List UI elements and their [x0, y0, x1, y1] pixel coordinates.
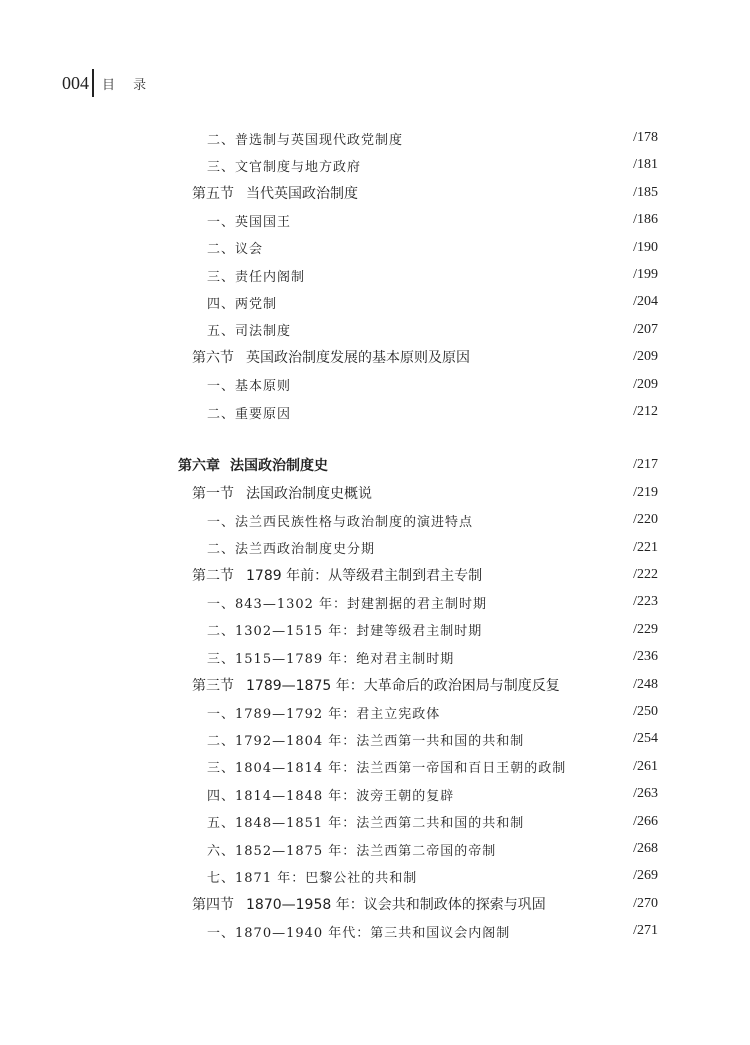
toc-entry-text: 二、1302—1515 年：封建等级君主制时期: [207, 624, 483, 640]
toc-item[interactable]: [0, 236, 750, 260]
toc-page-number: /207: [633, 321, 658, 337]
toc-page-number: /254: [633, 731, 658, 747]
toc-entry-title: [207, 511, 473, 530]
toc-entry-title: [207, 785, 454, 804]
toc-page-number: /266: [633, 813, 658, 829]
toc-entry-text: 一、英国国王: [207, 214, 292, 230]
toc-entry-title: [207, 730, 524, 749]
page-number: 004: [62, 72, 89, 93]
toc-entry-text: 一、1870—1940 年代：第三共和国议会内阁制: [207, 925, 511, 941]
toc-entry-label: 第六章: [178, 458, 220, 475]
toc-entry-title: [207, 867, 417, 886]
toc-entry-title: [207, 648, 454, 667]
toc-item[interactable]: [0, 290, 750, 314]
toc-entry-title: [192, 483, 372, 503]
toc-entry-text: 一、基本原则: [207, 379, 292, 395]
toc-entry-text: 二、1792—1804 年：法兰西第一共和国的共和制: [207, 733, 525, 749]
toc-page-number: /219: [633, 484, 658, 500]
toc-entry-text: 七、1871 年：巴黎公社的共和制: [207, 870, 418, 886]
toc-item[interactable]: [0, 837, 750, 861]
toc-entry-title: [207, 403, 291, 422]
toc-entry-text: 当代英国政治制度: [246, 185, 358, 202]
toc-entry-text: 四、两党制: [207, 296, 278, 312]
toc-entry-label: 第五节: [192, 185, 234, 202]
toc-entry-title: [192, 675, 560, 695]
toc-entry-title: [207, 538, 375, 557]
toc-page-number: /186: [633, 212, 658, 228]
toc-entry-title: [207, 620, 482, 639]
toc-entry-title: [192, 347, 470, 367]
toc-page-number: /223: [633, 594, 658, 610]
toc-entry-title: [207, 156, 361, 175]
toc-entry-text: 1789—1875 年：大革命后的政治困局与制度反复: [246, 677, 560, 694]
toc-entry-text: 三、文官制度与地方政府: [207, 159, 362, 175]
toc-entry-title: [207, 812, 524, 831]
toc-page-number: /178: [633, 130, 658, 145]
toc-page-number: /270: [633, 895, 658, 911]
toc-item[interactable]: [0, 318, 750, 342]
toc-item[interactable]: [0, 919, 750, 943]
toc-entry-text: 一、法兰西民族性格与政治制度的演进特点: [207, 514, 474, 530]
toc-page-number: /250: [633, 704, 658, 719]
toc-entry-text: 1870—1958 年：议会共和制政体的探索与巩固: [246, 896, 546, 913]
toc-page-number: /268: [633, 841, 658, 856]
toc-item[interactable]: [0, 755, 750, 779]
toc-entry-label: 第二节: [192, 568, 234, 584]
toc-page-number: /221: [633, 539, 658, 555]
toc-entry-text: 二、议会: [207, 242, 264, 258]
toc-entry-text: 三、1804—1814 年：法兰西第一帝国和百日王朝的政制: [207, 761, 567, 777]
toc-page-number: /212: [633, 404, 658, 419]
toc-item[interactable]: [0, 700, 750, 724]
header-divider: [92, 69, 94, 97]
toc-item[interactable]: [0, 373, 750, 397]
toc-entry-text: 1789 年前：从等级君主制到君主专制: [246, 568, 483, 584]
toc-item[interactable]: [0, 618, 750, 642]
toc-entry-text: 三、1515—1789 年：绝对君主制时期: [207, 651, 455, 667]
toc-page-number: /209: [633, 376, 658, 392]
toc-entry-label: 第六节: [192, 350, 234, 367]
toc-item[interactable]: [0, 400, 750, 424]
toc-page-number: /229: [633, 621, 658, 637]
toc-page-number: /220: [633, 512, 658, 528]
toc-item[interactable]: [0, 864, 750, 888]
toc-entry-text: 法国政治制度史: [230, 458, 328, 475]
toc-item[interactable]: [0, 126, 750, 150]
toc-page-number: /185: [633, 184, 658, 200]
toc-chapter[interactable]: [0, 453, 750, 477]
toc-entry-title: [207, 375, 291, 394]
toc-section[interactable]: [0, 673, 750, 697]
toc-item[interactable]: [0, 727, 750, 751]
toc-entry-title: [207, 293, 277, 312]
toc-entry-title: [192, 565, 482, 585]
toc-item[interactable]: [0, 208, 750, 232]
toc-entry-text: 一、843—1302 年：封建割据的君主制时期: [207, 596, 488, 612]
toc-entry-title: [207, 320, 291, 339]
toc-section[interactable]: [0, 563, 750, 587]
running-title: 目 录: [102, 77, 154, 93]
toc-item[interactable]: [0, 782, 750, 806]
toc-entry-label: 第四节: [192, 896, 234, 913]
toc-entry-title: [207, 757, 566, 776]
toc-item[interactable]: [0, 508, 750, 532]
toc-item[interactable]: [0, 645, 750, 669]
toc-entry-title: [207, 129, 403, 148]
toc-section[interactable]: [0, 345, 750, 369]
toc-entry-text: 三、责任内阁制: [207, 269, 306, 285]
page-header: [62, 68, 153, 98]
toc-item[interactable]: [0, 590, 750, 614]
toc-entry-text: 一、1789—1792 年：君主立宪政体: [207, 706, 441, 722]
toc-item[interactable]: [0, 536, 750, 560]
toc-item[interactable]: [0, 263, 750, 287]
toc-page-number: /248: [633, 676, 658, 692]
toc-page-number: /271: [633, 923, 658, 939]
toc-page-number: /204: [633, 294, 658, 310]
toc-page-number: /236: [633, 649, 658, 665]
toc-entry-title: [207, 266, 305, 285]
toc-item[interactable]: [0, 153, 750, 177]
toc-entry-text: 五、1848—1851 年：法兰西第二共和国的共和制: [207, 816, 525, 832]
toc-entry-text: 二、普选制与英国现代政党制度: [207, 132, 404, 148]
toc-page-number: /190: [633, 239, 658, 255]
toc-entry-text: 二、法兰西政治制度史分期: [207, 542, 376, 558]
toc-page-number: /209: [633, 349, 658, 365]
toc-page-number: /222: [633, 567, 658, 582]
toc-entry-title: [207, 238, 263, 257]
toc-entry-text: 二、重要原因: [207, 406, 292, 422]
toc-page-number: /263: [633, 786, 658, 802]
toc-entry-text: 六、1852—1875 年：法兰西第二帝国的帝制: [207, 843, 497, 859]
toc-entry-text: 英国政治制度发展的基本原则及原因: [246, 350, 470, 367]
toc-entry-label: 第一节: [192, 485, 234, 502]
toc-entry-title: [207, 703, 440, 722]
toc-section[interactable]: [0, 481, 750, 505]
toc-entry-text: 五、司法制度: [207, 324, 292, 340]
toc-section[interactable]: [0, 892, 750, 916]
toc-entry-text: 法国政治制度史概说: [246, 485, 372, 502]
toc-page-number: /261: [633, 758, 658, 774]
toc-page-number: /269: [633, 868, 658, 884]
toc-entry-title: [207, 593, 487, 612]
toc-entry-title: [207, 211, 291, 230]
toc-entry-title: [207, 922, 510, 941]
toc-entry-title: [192, 894, 546, 914]
toc-entry-label: 第三节: [192, 677, 234, 694]
toc-item[interactable]: [0, 810, 750, 834]
toc-page-number: /181: [633, 157, 658, 173]
toc-section[interactable]: [0, 181, 750, 205]
toc-entry-title: [192, 183, 358, 203]
toc-entry-text: 四、1814—1848 年：波旁王朝的复辟: [207, 788, 455, 804]
toc-page-number: /199: [633, 267, 658, 282]
toc-page-number: /217: [633, 457, 658, 473]
toc-entry-title: [178, 455, 328, 475]
toc-entry-title: [207, 840, 496, 859]
